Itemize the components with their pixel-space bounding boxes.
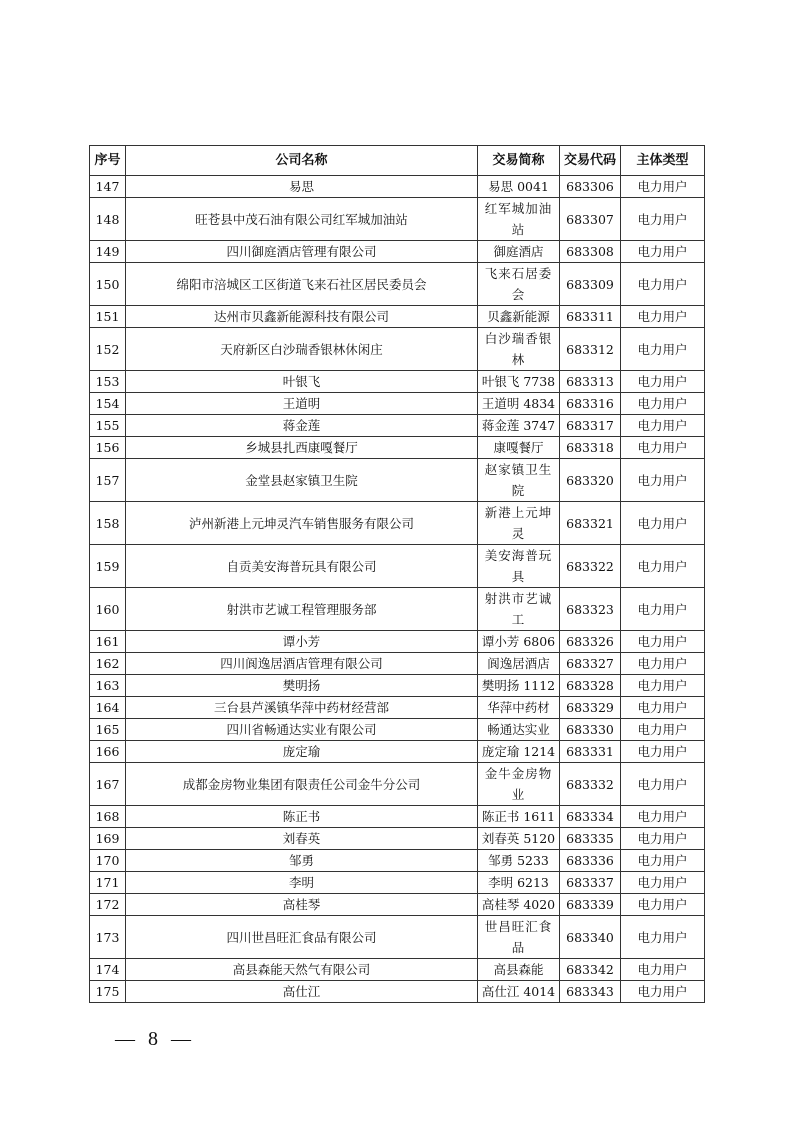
cell-company-name: 四川省畅通达实业有限公司 <box>126 719 478 741</box>
cell-trade-abbr: 阆逸居酒店 <box>478 653 560 675</box>
cell-entity-type: 电力用户 <box>621 959 705 981</box>
cell-index: 147 <box>90 176 126 198</box>
cell-trade-code: 683332 <box>560 763 621 806</box>
cell-trade-abbr: 射洪市艺诚工 <box>478 588 560 631</box>
cell-index: 148 <box>90 198 126 241</box>
cell-entity-type: 电力用户 <box>621 631 705 653</box>
cell-trade-abbr: 高桂琴 4020 <box>478 894 560 916</box>
cell-company-name: 刘春英 <box>126 828 478 850</box>
cell-trade-abbr: 李明 6213 <box>478 872 560 894</box>
table-row <box>90 916 705 959</box>
cell-entity-type: 电力用户 <box>621 916 705 959</box>
cell-company-name: 自贡美安海普玩具有限公司 <box>126 545 478 588</box>
cell-company-name: 旺苍县中茂石油有限公司红军城加油站 <box>126 198 478 241</box>
cell-trade-abbr: 御庭酒店 <box>478 241 560 263</box>
table-row <box>90 393 705 415</box>
table-body <box>90 176 705 1003</box>
cell-trade-code: 683336 <box>560 850 621 872</box>
header-company-name: 公司名称 <box>126 146 478 176</box>
cell-index: 171 <box>90 872 126 894</box>
cell-index: 158 <box>90 502 126 545</box>
cell-trade-code: 683318 <box>560 437 621 459</box>
cell-entity-type: 电力用户 <box>621 894 705 916</box>
cell-company-name: 射洪市艺诚工程管理服务部 <box>126 588 478 631</box>
cell-entity-type: 电力用户 <box>621 675 705 697</box>
cell-index: 167 <box>90 763 126 806</box>
cell-entity-type: 电力用户 <box>621 806 705 828</box>
cell-trade-code: 683313 <box>560 371 621 393</box>
cell-company-name: 乡城县扎西康嘎餐厅 <box>126 437 478 459</box>
cell-trade-abbr: 红军城加油站 <box>478 198 560 241</box>
cell-trade-abbr: 康嘎餐厅 <box>478 437 560 459</box>
cell-index: 150 <box>90 263 126 306</box>
cell-trade-code: 683317 <box>560 415 621 437</box>
cell-entity-type: 电力用户 <box>621 241 705 263</box>
table-row <box>90 263 705 306</box>
cell-index: 164 <box>90 697 126 719</box>
cell-trade-abbr: 新港上元坤灵 <box>478 502 560 545</box>
cell-company-name: 叶银飞 <box>126 371 478 393</box>
table-row <box>90 437 705 459</box>
cell-company-name: 高桂琴 <box>126 894 478 916</box>
cell-company-name: 谭小芳 <box>126 631 478 653</box>
table-row <box>90 371 705 393</box>
cell-index: 155 <box>90 415 126 437</box>
cell-entity-type: 电力用户 <box>621 981 705 1003</box>
table-row <box>90 697 705 719</box>
cell-company-name: 李明 <box>126 872 478 894</box>
cell-index: 175 <box>90 981 126 1003</box>
cell-trade-abbr: 贝鑫新能源 <box>478 306 560 328</box>
table-row <box>90 675 705 697</box>
table-row <box>90 850 705 872</box>
company-table <box>89 145 705 1003</box>
table-row <box>90 741 705 763</box>
table-row <box>90 872 705 894</box>
table-row <box>90 241 705 263</box>
cell-trade-abbr: 蒋金莲 3747 <box>478 415 560 437</box>
header-entity-type: 主体类型 <box>621 146 705 176</box>
cell-entity-type: 电力用户 <box>621 588 705 631</box>
cell-company-name: 四川阆逸居酒店管理有限公司 <box>126 653 478 675</box>
cell-trade-code: 683308 <box>560 241 621 263</box>
page-number: — 8 — <box>115 1028 195 1050</box>
cell-company-name: 达州市贝鑫新能源科技有限公司 <box>126 306 478 328</box>
cell-trade-code: 683322 <box>560 545 621 588</box>
table-row <box>90 502 705 545</box>
cell-index: 165 <box>90 719 126 741</box>
cell-trade-code: 683337 <box>560 872 621 894</box>
table-row <box>90 894 705 916</box>
cell-trade-abbr: 高县森能 <box>478 959 560 981</box>
cell-index: 160 <box>90 588 126 631</box>
table-row <box>90 415 705 437</box>
cell-company-name: 王道明 <box>126 393 478 415</box>
table-row <box>90 545 705 588</box>
cell-entity-type: 电力用户 <box>621 371 705 393</box>
cell-index: 170 <box>90 850 126 872</box>
cell-trade-code: 683320 <box>560 459 621 502</box>
cell-trade-abbr: 邹勇 5233 <box>478 850 560 872</box>
header-trade-abbr: 交易简称 <box>478 146 560 176</box>
cell-trade-code: 683306 <box>560 176 621 198</box>
table-row <box>90 653 705 675</box>
cell-trade-code: 683309 <box>560 263 621 306</box>
cell-entity-type: 电力用户 <box>621 872 705 894</box>
cell-trade-code: 683330 <box>560 719 621 741</box>
cell-entity-type: 电力用户 <box>621 763 705 806</box>
cell-trade-abbr: 叶银飞 7738 <box>478 371 560 393</box>
cell-trade-abbr: 美安海普玩具 <box>478 545 560 588</box>
table-header-row <box>90 146 705 176</box>
cell-entity-type: 电力用户 <box>621 459 705 502</box>
cell-entity-type: 电力用户 <box>621 393 705 415</box>
cell-trade-code: 683335 <box>560 828 621 850</box>
cell-index: 163 <box>90 675 126 697</box>
cell-trade-code: 683311 <box>560 306 621 328</box>
cell-index: 166 <box>90 741 126 763</box>
cell-company-name: 高县森能天然气有限公司 <box>126 959 478 981</box>
cell-entity-type: 电力用户 <box>621 850 705 872</box>
cell-index: 154 <box>90 393 126 415</box>
cell-company-name: 易思 <box>126 176 478 198</box>
cell-trade-abbr: 赵家镇卫生院 <box>478 459 560 502</box>
table-row <box>90 328 705 371</box>
cell-index: 174 <box>90 959 126 981</box>
cell-trade-code: 683343 <box>560 981 621 1003</box>
cell-trade-abbr: 华萍中药材 <box>478 697 560 719</box>
cell-company-name: 天府新区白沙瑞香银林休闲庄 <box>126 328 478 371</box>
cell-index: 162 <box>90 653 126 675</box>
cell-trade-abbr: 金牛金房物业 <box>478 763 560 806</box>
cell-company-name: 绵阳市涪城区工区街道飞来石社区居民委员会 <box>126 263 478 306</box>
cell-company-name: 蒋金莲 <box>126 415 478 437</box>
table-row <box>90 198 705 241</box>
cell-company-name: 高仕江 <box>126 981 478 1003</box>
cell-company-name: 庞定瑜 <box>126 741 478 763</box>
cell-company-name: 四川御庭酒店管理有限公司 <box>126 241 478 263</box>
cell-company-name: 陈正书 <box>126 806 478 828</box>
table-row <box>90 959 705 981</box>
cell-entity-type: 电力用户 <box>621 415 705 437</box>
cell-trade-abbr: 庞定瑜 1214 <box>478 741 560 763</box>
cell-trade-abbr: 谭小芳 6806 <box>478 631 560 653</box>
cell-company-name: 樊明扬 <box>126 675 478 697</box>
cell-trade-code: 683327 <box>560 653 621 675</box>
cell-trade-code: 683312 <box>560 328 621 371</box>
cell-index: 151 <box>90 306 126 328</box>
cell-trade-code: 683334 <box>560 806 621 828</box>
table-row <box>90 763 705 806</box>
cell-entity-type: 电力用户 <box>621 263 705 306</box>
cell-trade-code: 683307 <box>560 198 621 241</box>
cell-entity-type: 电力用户 <box>621 437 705 459</box>
header-index: 序号 <box>90 146 126 176</box>
cell-trade-abbr: 飞来石居委会 <box>478 263 560 306</box>
cell-trade-code: 683323 <box>560 588 621 631</box>
cell-entity-type: 电力用户 <box>621 176 705 198</box>
table-row <box>90 588 705 631</box>
cell-trade-code: 683339 <box>560 894 621 916</box>
cell-trade-abbr: 王道明 4834 <box>478 393 560 415</box>
cell-index: 161 <box>90 631 126 653</box>
cell-index: 168 <box>90 806 126 828</box>
cell-trade-code: 683331 <box>560 741 621 763</box>
cell-trade-abbr: 白沙瑞香银林 <box>478 328 560 371</box>
cell-trade-code: 683326 <box>560 631 621 653</box>
cell-entity-type: 电力用户 <box>621 502 705 545</box>
cell-company-name: 四川世昌旺汇食品有限公司 <box>126 916 478 959</box>
cell-index: 156 <box>90 437 126 459</box>
table-row <box>90 719 705 741</box>
cell-entity-type: 电力用户 <box>621 545 705 588</box>
cell-trade-code: 683342 <box>560 959 621 981</box>
cell-trade-code: 683329 <box>560 697 621 719</box>
cell-trade-code: 683316 <box>560 393 621 415</box>
cell-index: 149 <box>90 241 126 263</box>
table-row <box>90 806 705 828</box>
cell-entity-type: 电力用户 <box>621 306 705 328</box>
cell-entity-type: 电力用户 <box>621 653 705 675</box>
cell-entity-type: 电力用户 <box>621 697 705 719</box>
cell-index: 169 <box>90 828 126 850</box>
cell-trade-code: 683321 <box>560 502 621 545</box>
cell-trade-abbr: 高仕江 4014 <box>478 981 560 1003</box>
cell-entity-type: 电力用户 <box>621 828 705 850</box>
table-row <box>90 459 705 502</box>
cell-index: 152 <box>90 328 126 371</box>
cell-entity-type: 电力用户 <box>621 198 705 241</box>
cell-trade-abbr: 世昌旺汇食品 <box>478 916 560 959</box>
cell-index: 153 <box>90 371 126 393</box>
cell-index: 172 <box>90 894 126 916</box>
cell-index: 157 <box>90 459 126 502</box>
cell-entity-type: 电力用户 <box>621 719 705 741</box>
table-row <box>90 828 705 850</box>
cell-company-name: 成都金房物业集团有限责任公司金牛分公司 <box>126 763 478 806</box>
cell-entity-type: 电力用户 <box>621 328 705 371</box>
cell-trade-abbr: 刘春英 5120 <box>478 828 560 850</box>
cell-trade-abbr: 畅通达实业 <box>478 719 560 741</box>
cell-trade-abbr: 樊明扬 1112 <box>478 675 560 697</box>
cell-index: 159 <box>90 545 126 588</box>
table-row <box>90 981 705 1003</box>
cell-trade-code: 683328 <box>560 675 621 697</box>
cell-trade-abbr: 陈正书 1611 <box>478 806 560 828</box>
cell-entity-type: 电力用户 <box>621 741 705 763</box>
cell-company-name: 泸州新港上元坤灵汽车销售服务有限公司 <box>126 502 478 545</box>
cell-trade-abbr: 易思 0041 <box>478 176 560 198</box>
cell-company-name: 三台县芦溪镇华萍中药材经营部 <box>126 697 478 719</box>
table-row <box>90 631 705 653</box>
table-row <box>90 306 705 328</box>
cell-trade-code: 683340 <box>560 916 621 959</box>
table-row <box>90 176 705 198</box>
cell-company-name: 金堂县赵家镇卫生院 <box>126 459 478 502</box>
header-trade-code: 交易代码 <box>560 146 621 176</box>
cell-index: 173 <box>90 916 126 959</box>
cell-company-name: 邹勇 <box>126 850 478 872</box>
